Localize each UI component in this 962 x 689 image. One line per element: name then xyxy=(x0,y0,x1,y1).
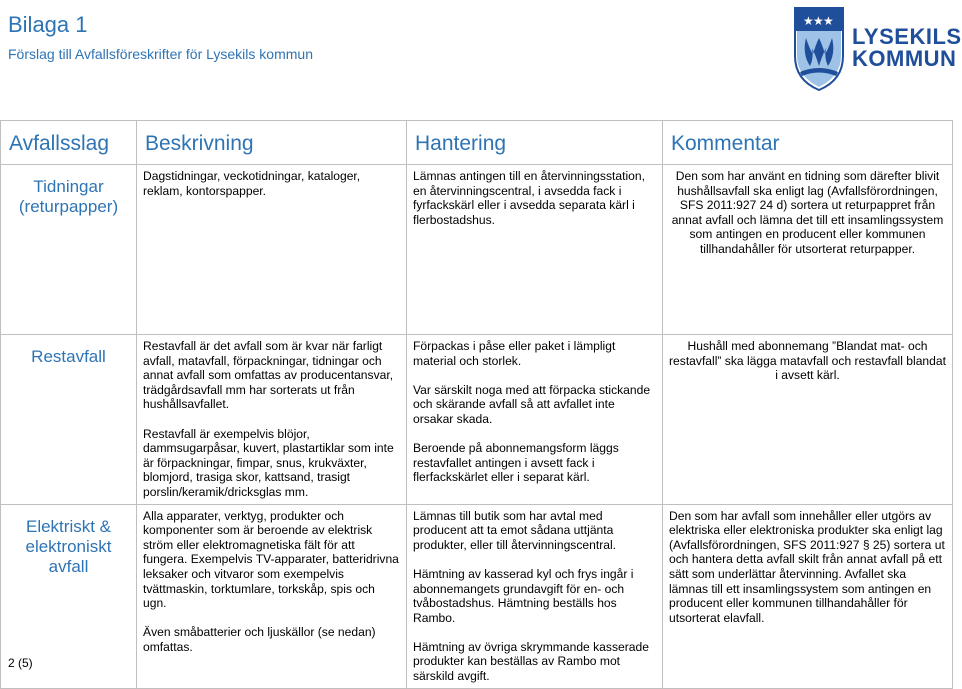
beskrivning-cell: Alla apparater, verktyg, produkter och komponenter som är beroende av elektrisk ström eller elektromagnetiska fält för att fungera. Exempelvis TV-apparater, batteridrivna leksaker och vitvaror som exempelvis tvättmaskin, torktumlare, torkskåp, spis och ugn. Även småbatterier och ljuskällor (se nedan) omfattas. xyxy=(137,504,407,688)
hantering-cell: Förpackas i påse eller paket i lämpligt material och storlek. Var särskilt noga med att förpacka stickande och skärande avfall så att avfallet inte orsakar skada. Beroende på abonnemangsform läggs restavfallet antingen i avsett fack i flerfackskärlet eller i separat kärl. xyxy=(407,335,663,505)
svg-text:★: ★ xyxy=(813,14,824,28)
table-row xyxy=(1,504,953,688)
kommentar-cell: Den som har avfall som innehåller eller utgörs av elektriska eller elektroniska produkter ska enligt lag (Avfallsförordningen, SFS 2011:927 § 25) sortera ut och hantera detta avfall skilt från annat avfall på ett sätt som underlättar återvinning. Avfallet ska lämnas till ett insamlingssystem som antingen en producent eller kommunen tillhandahåller för utsorterat elavfall. xyxy=(663,504,953,688)
header-avfallsslag: Avfallsslag xyxy=(1,121,137,165)
waste-rules-table xyxy=(0,120,953,689)
hantering-cell: Lämnas till butik som har avtal med producent att ta emot sådana uttjänta produkter, eller till återvinningscentral. Hämtning av kasserad kyl och frys ingår i abonnemangets grundavgift för en- och tvåbostadshus. Hämtning beställs hos Rambo. Hämtning av övriga skrymmande kasserade produkter kan beställas av Rambo mot särskild avgift. xyxy=(407,504,663,688)
category-cell: Tidningar (returpapper) xyxy=(1,165,137,335)
kommentar-cell: Hushåll med abonnemang ”Blandat mat- och restavfall” ska lägga matavfall och restavfall blandat i avsett kärl. xyxy=(663,335,953,505)
table-row xyxy=(1,335,953,505)
page-subtitle: Förslag till Avfallsföreskrifter för Lysekils kommun xyxy=(8,46,313,62)
header-hantering: Hantering xyxy=(407,121,663,165)
beskrivning-cell: Restavfall är det avfall som är kvar när farligt avfall, matavfall, förpackningar, tidningar och annat avfall som omfattas av producentansvar, trädgårdsavfall mm har sorterats ut från hushållsavfallet. Restavfall är exempelvis blöjor, dammsugarpåsar, kuvert, plastartiklar som inte är förpackningar, fimpar, snus, krukväxter, blomjord, trasiga skor, kattsand, trasigt porslin/keramik/dricksglas mm. xyxy=(137,335,407,505)
lysekils-kommun-logo xyxy=(788,4,960,96)
svg-text:★: ★ xyxy=(823,14,834,28)
logo-wordmark: LYSEKILS KOMMUN xyxy=(852,24,962,71)
coat-of-arms-icon xyxy=(792,4,846,92)
header-kommentar: Kommentar xyxy=(663,121,953,165)
beskrivning-cell: Dagstidningar, veckotidningar, kataloger, reklam, kontorspapper. xyxy=(137,165,407,335)
svg-text:★: ★ xyxy=(803,14,814,28)
category-cell: Restavfall xyxy=(1,335,137,505)
header-beskrivning: Beskrivning xyxy=(137,121,407,165)
table-row xyxy=(1,165,953,335)
category-cell: Elektriskt & elektroniskt avfall xyxy=(1,504,137,688)
kommentar-cell: Den som har använt en tidning som därefter blivit hushållsavfall ska enligt lag (Avfallsförordningen, SFS 2011:927 24 d) sortera ut returpappret från annat avfall och lämna det till ett insamlingssystem som antingen en producent eller kommunen tillhandahåller för utsorterat returpapper. xyxy=(663,165,953,335)
page-number: 2 (5) xyxy=(8,656,33,670)
page-title: Bilaga 1 xyxy=(8,12,88,37)
hantering-cell: Lämnas antingen till en återvinningsstation, en återvinningscentral, i avsedda fack i fyrfackskärl eller i avsedda separata kärl i flerbostadshus. xyxy=(407,165,663,335)
table-header-row xyxy=(1,121,953,165)
